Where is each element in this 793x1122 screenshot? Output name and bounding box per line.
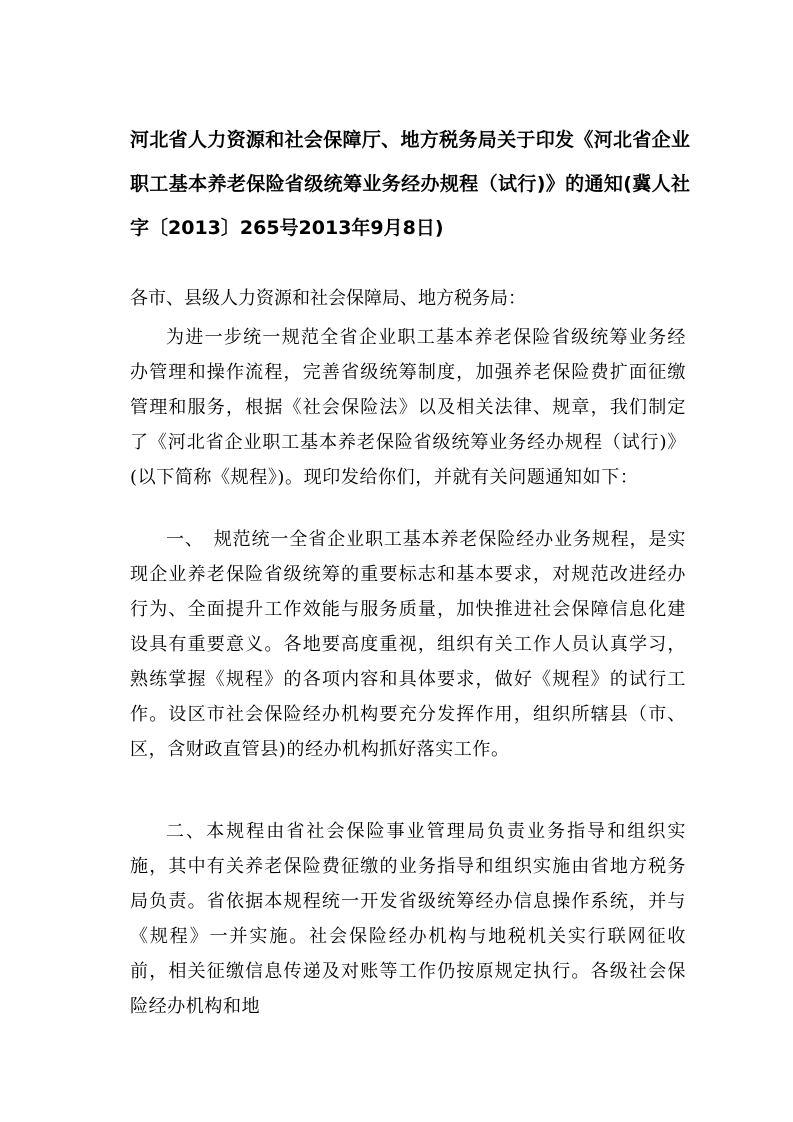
body-paragraph-block-1	[130, 320, 686, 495]
body-paragraph-intro: 为进一步统一规范全省企业职工基本养老保险省级统筹业务经办管理和操作流程，完善省级统筹制度，加强养老保险费扩面征缴管理和服务，根据《社会保险法》以及相关法律、规章，我们制定了《河北省企业职工基本养老保险省级统筹业务经办规程（试行)》(以下简称《规程》)。现印发给你们，并就有关问题通知如下：	[130, 327, 686, 488]
body-paragraph-item-2: 二、本规程由省社会保险事业管理局负责业务指导和组织实施，其中有关养老保险费征缴的业务指导和组织实施由省地方税务局负责。省依据本规程统一开发省级统筹经办信息操作系统，并与《规程》一并实施。社会保险经办机构与地税机关实行联网征收前，相关征缴信息传递及对账等工作仍按原规定执行。各级社会保险经办机构和地	[130, 821, 686, 1017]
body-paragraph-block-3	[130, 814, 686, 1024]
salutation: 各市、县级人力资源和社会保障局、地方税务局：	[130, 288, 526, 309]
body-paragraph-item-1: 一、 规范统一全省企业职工基本养老保险经办业务规程，是实现企业养老保险省级统筹的重要标志和基本要求，对规范改进经办行为、全面提升工作效能与服务质量，加快推进社会保障信息化建设具有重要意义。各地要高度重视，组织有关工作人员认真学习，熟练掌握《规程》的各项内容和具体要求，做好《规程》的试行工作。设区市社会保险经办机构要充分发挥作用，组织所辖县（市、区，含财政直管县)的经办机构抓好落实工作。	[130, 529, 686, 760]
body-paragraph-block-2	[130, 522, 686, 767]
document-title: 河北省人力资源和社会保障厅、地方税务局关于印发《河北省企业职工基本养老保险省级统筹业务经办规程（试行)》的通知(冀人社字〔2013〕265号2013年9月8日)	[130, 129, 690, 239]
